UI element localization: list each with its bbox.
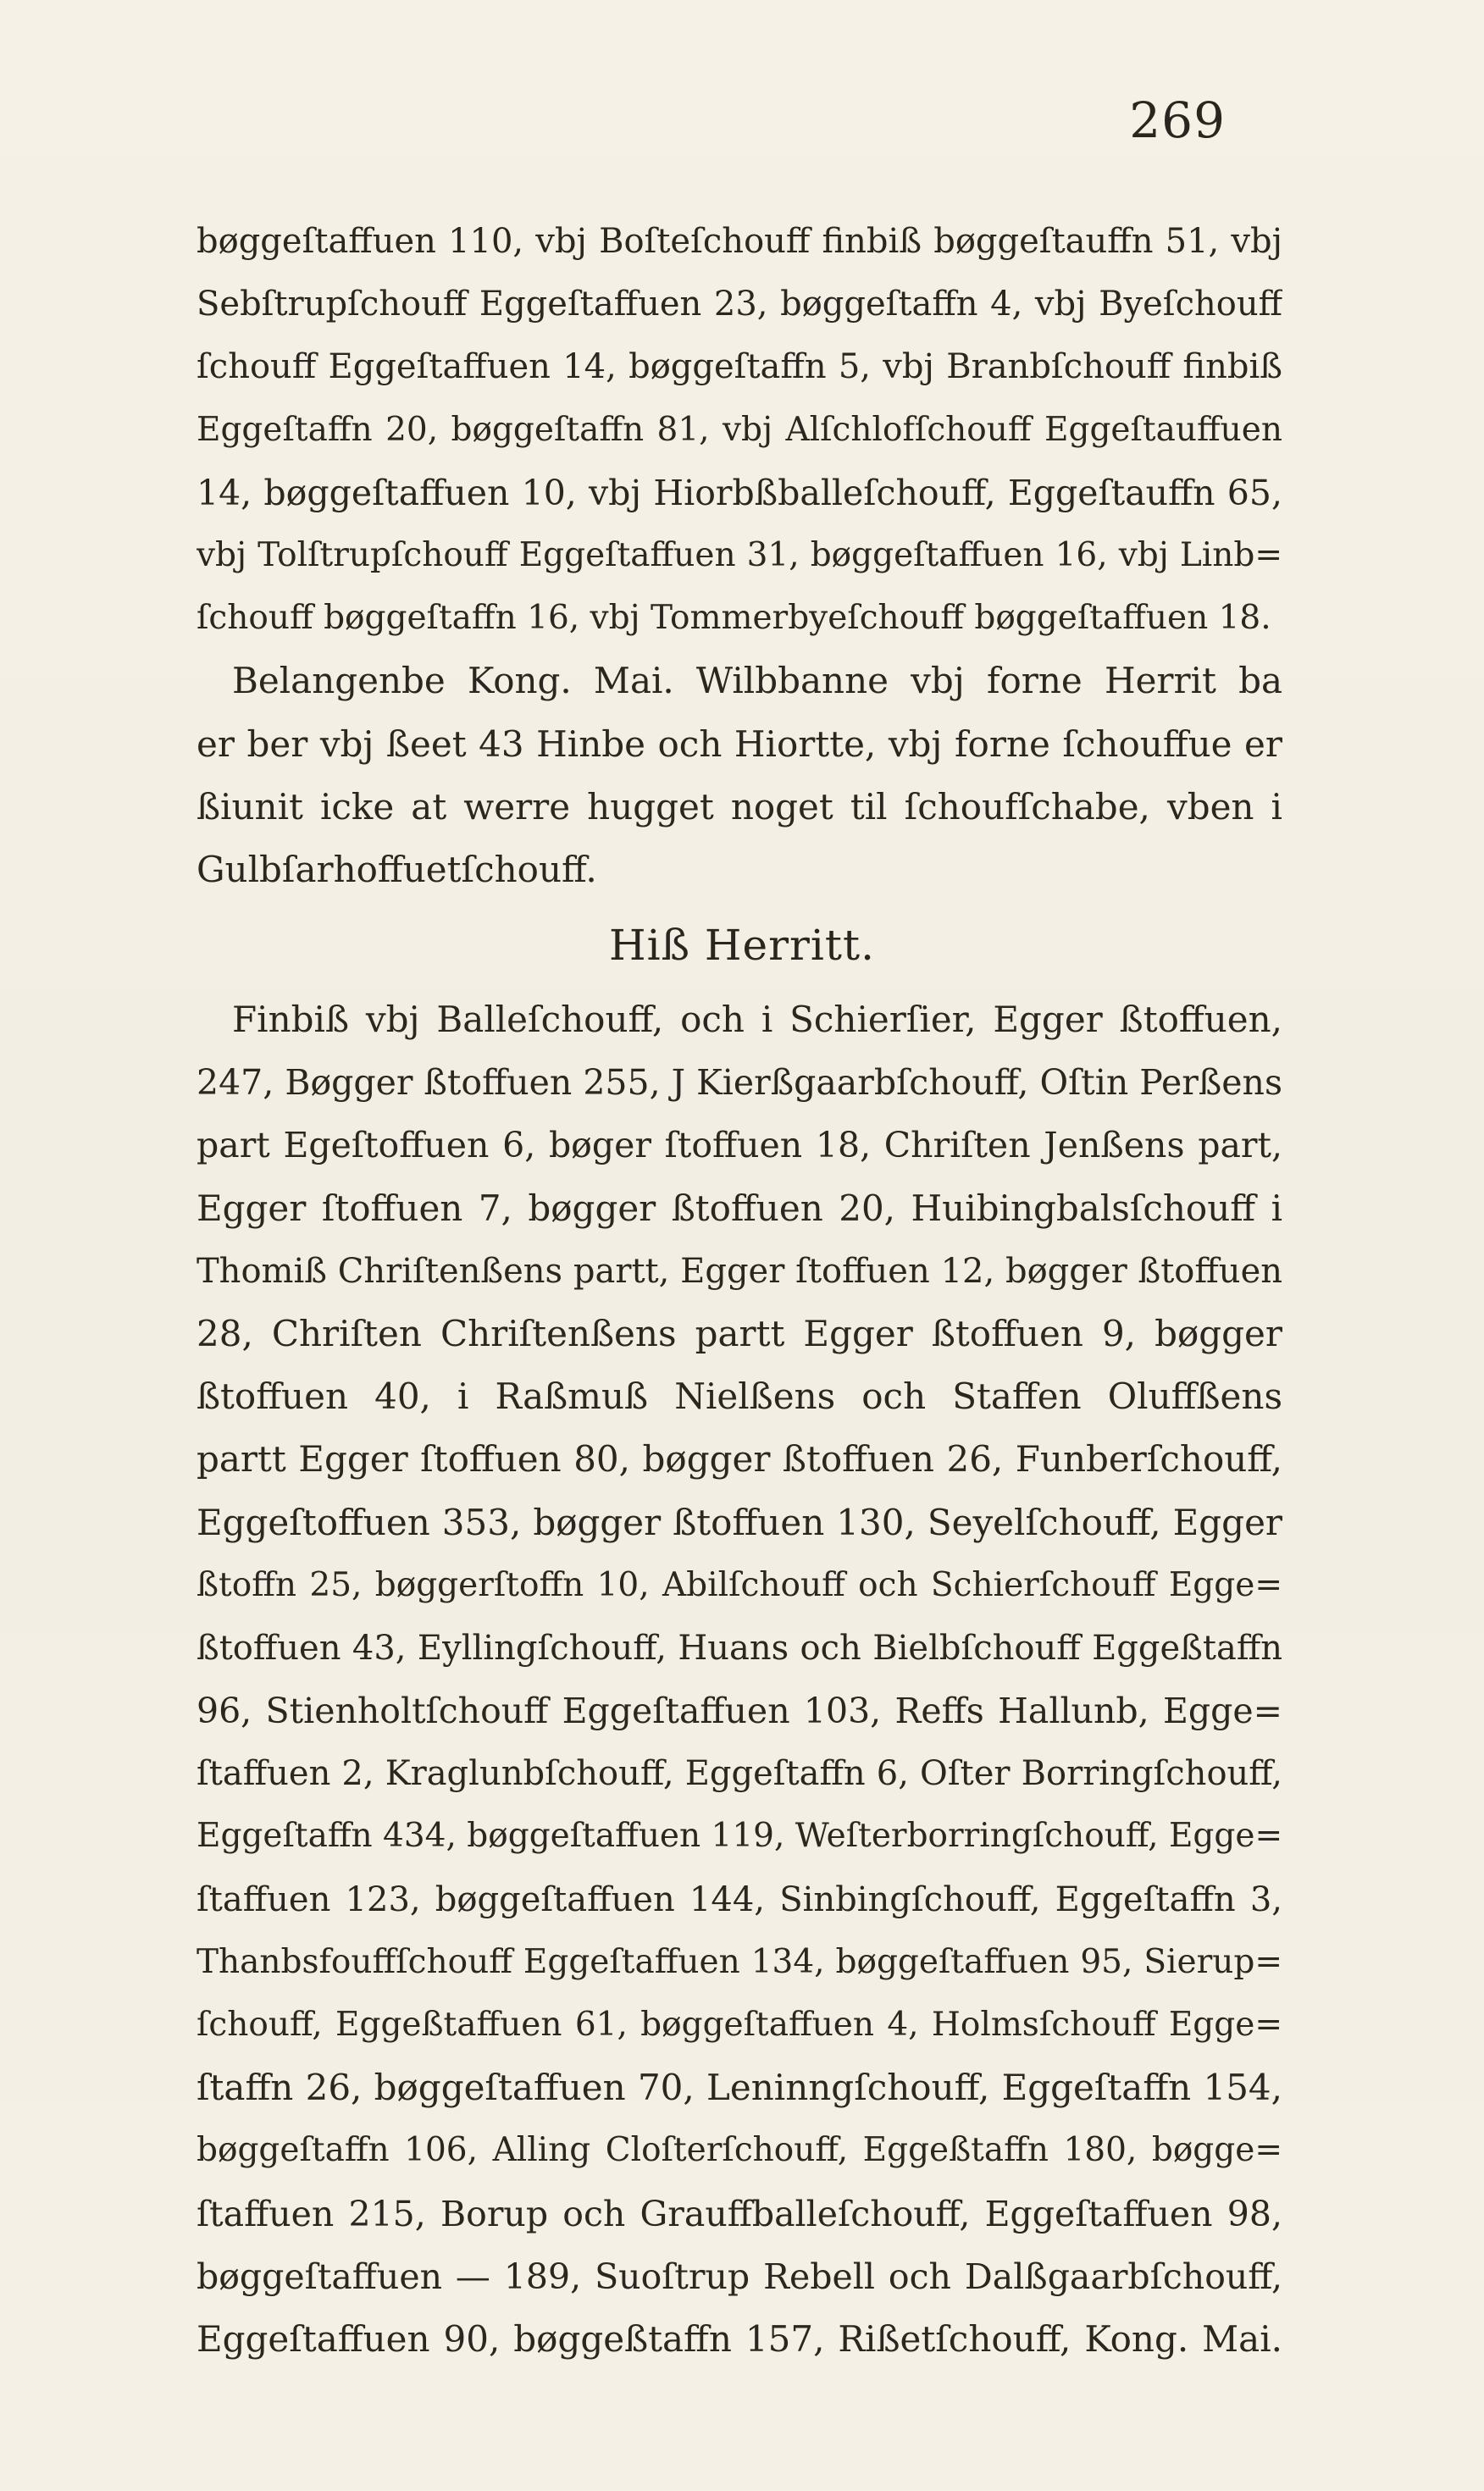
text-line: bøggeſtaffn 106, Alling Cloſterſchouff, Eggeßtaffn 180, bøgge=	[197, 2131, 1282, 2170]
section-heading: Hiß Herritt.	[609, 921, 875, 970]
text-line: ſchouff, Eggeßtaffuen 61, bøggeſtaffuen 4, Holmsſchouff Egge=	[197, 2006, 1282, 2044]
text-line: 96, Stienholtſchouff Eggeſtaffuen 103, Reffs Hallunb, Egge=	[197, 1691, 1282, 1732]
text-line: vbj Tolſtrupſchouff Eggeſtaffuen 31, bøggeſtaffuen 16, vbj Linb=	[197, 535, 1282, 574]
text-line: Thanbsfouffſchouff Eggeſtaffuen 134, bøggeſtaffuen 95, Sierup=	[197, 1942, 1282, 1981]
text-line: ſtaffuen 215, Borup och Grauffballeſchouff, Eggeſtaffuen 98,	[197, 2193, 1282, 2234]
text-line: Eggeſtaffn 20, bøggeſtaffn 81, vbj Alſchlofſchouff Eggeſtauffuen	[197, 410, 1282, 449]
paragraph-2	[197, 988, 1282, 2371]
text-line: Egger ſtoffuen 7, bøgger ßtoffuen 20, Huibingbalsſchouff i	[197, 1187, 1282, 1229]
text-line: ſtaffn 26, bøggeſtaffuen 70, Leninngſchouff, Eggeſtaffn 154,	[197, 2067, 1282, 2109]
text-line: Thomiß Chriſtenßens partt, Egger ſtoffuen 12, bøgger ßtoffuen	[197, 1251, 1282, 1291]
text-line: er ber vbj ßeet 43 Hinbe och Hiortte, vbj forne ſchouffue er	[197, 722, 1282, 765]
text-line: part Egeſtoffuen 6, bøger ſtoffuen 18, Chriſten Jenßens part,	[197, 1125, 1282, 1166]
text-line: bøggeſtaffuen — 189, Suoſtrup Rebell och Dalßgaarbſchouff,	[197, 2256, 1282, 2297]
text-line: ſtaffuen 2, Kraglunbſchouff, Eggeſtaffn 6, Oſter Borringſchouff,	[197, 1754, 1282, 1794]
text-line: Belangenbe Kong. Mai. Wilbbanne vbj forne Herrit ba	[232, 660, 1282, 702]
text-line: ßiunit icke at werre hugget noget til ſchoufſchabe, vben i	[197, 785, 1282, 828]
text-line: 14, bøggeſtaffuen 10, vbj Hiorbßballeſchouff, Eggeſtauffn 65,	[197, 472, 1282, 513]
text-line: Eggeſtoffuen 353, bøgger ßtoffuen 130, Seyelſchouff, Egger	[197, 1501, 1282, 1543]
page-number: 269	[1129, 91, 1226, 149]
text-line: Gulbſarhoffuetſchouff.	[197, 848, 597, 890]
text-line: ſchouff Eggeſtaffuen 14, bøggeſtaffn 5, vbj Branbſchouff finbiß	[197, 347, 1282, 387]
text-line: ſtaffuen 123, bøggeſtaffuen 144, Sinbingſchouff, Eggeſtaffn 3,	[197, 1879, 1282, 1919]
text-line: 247, Bøgger ßtoffuen 255, J Kierßgaarbſchouff, Oſtin Perßens	[197, 1062, 1282, 1104]
text-line: Eggeſtaffn 434, bøggeſtaffuen 119, Weſterborringſchouff, Egge=	[197, 1817, 1282, 1856]
text-line: partt Egger ſtoffuen 80, bøgger ßtoffuen 26, Funberſchouff,	[197, 1438, 1282, 1481]
text-line: Eggeſtaffuen 90, bøggeßtaffn 157, Rißetſchouff, Kong. Mai.	[197, 2317, 1282, 2360]
text-line: Sebſtrupſchouff Eggeſtaffuen 23, bøggeſtaffn 4, vbj Byeſchouff	[197, 285, 1282, 324]
text-line: 28, Chriſten Chriſtenßens partt Egger ßtoffuen 9, bøgger	[197, 1312, 1282, 1354]
text-line: Finbiß vbj Balleſchouff, och i Schierſier, Egger ßtoffuen,	[232, 999, 1282, 1040]
text-line: ßtoffuen 40, i Raßmuß Nielßens och Staffen Oluffßens	[197, 1376, 1282, 1418]
text-line: ßtoffuen 43, Eyllingſchouff, Huans och Bielbſchouff Eggeßtaffn	[197, 1628, 1282, 1668]
text-line: ſchouff bøggeſtaffn 16, vbj Tommerbyeſchouff bøggeſtaffuen 18.	[197, 599, 1271, 638]
text-line: bøggeſtaffuen 110, vbj Boſteſchouff finbiß bøggeſtauffn 51, vbj	[197, 222, 1282, 261]
paragraph-1	[197, 210, 1282, 901]
text-line: ßtoffn 25, bøggerſtoffn 10, Abilſchouff och Schierſchouff Egge=	[197, 1565, 1282, 1604]
